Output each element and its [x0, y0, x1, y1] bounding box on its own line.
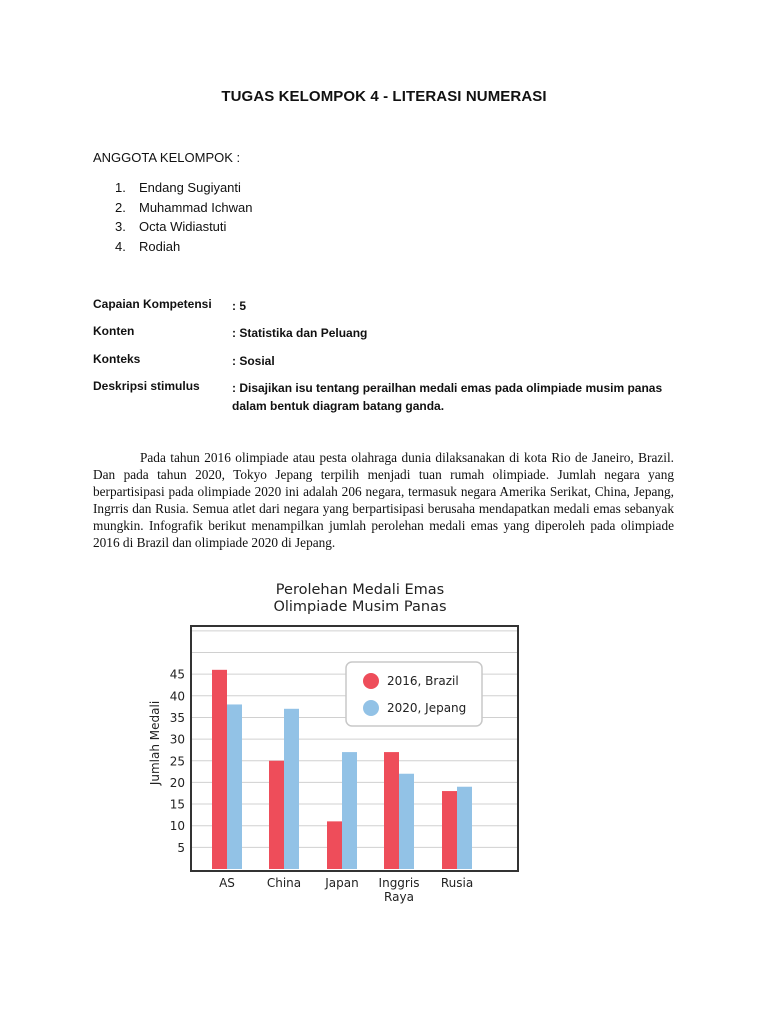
info-key: Capaian Kompetensi	[93, 297, 212, 311]
y-tick-label: 30	[169, 732, 185, 747]
y-tick-label: 5	[177, 840, 185, 855]
y-tick-label: 10	[169, 819, 185, 834]
bar-2020-rusia	[457, 787, 472, 869]
info-value: : Sosial	[232, 354, 275, 368]
bar-2016-inggris-raya	[384, 752, 399, 869]
info-key: Konten	[93, 324, 135, 338]
bar-chart	[135, 574, 535, 914]
chart-title-line1: Perolehan Medali Emas	[275, 582, 445, 598]
list-number: 3.	[115, 219, 126, 234]
list-item	[115, 198, 252, 218]
member-name: Endang Sugiyanti	[139, 180, 241, 195]
bar-2020-as	[227, 704, 242, 869]
member-name: Octa Widiastuti	[139, 219, 227, 234]
stimulus-paragraph: Pada tahun 2016 olimpiade atau pesta olahraga dunia dilaksanakan di kota Rio de Janeiro, Brazil. Dan pada tahun 2020, Tokyo Jepang terpilih menjadi tuan rumah olimpiade. Jumlah negara yang berpartisipasi pada olimpiade 2020 ini adalah 206 negara, termasuk negara Amerika Serikat, China, Jepang, Ingrris dan Rusia. Semua atlet dari negara yang berpartisipasi berusaha mendapatkan medali emas sebanyak mungkin. Infografik berikut menampilkan jumlah perolehan medali emas yang diperoleh pada olimpiade 2016 di Brazil dan olimpiade 2020 di Jepang.	[93, 450, 674, 550]
y-tick-label: 15	[169, 797, 185, 812]
y-tick-label: 40	[169, 689, 185, 704]
x-tick-label: Raya	[384, 890, 414, 904]
chart-title-line2: Olimpiade Musim Panas	[273, 599, 447, 615]
info-value: : 5	[232, 299, 247, 313]
members-label: ANGGOTA KELOMPOK :	[93, 150, 241, 165]
list-item	[115, 237, 252, 257]
y-tick-label: 45	[169, 667, 185, 682]
page-title: TUGAS KELOMPOK 4 - LITERASI NUMERASI	[221, 88, 547, 105]
bar-2020-inggris-raya	[399, 774, 414, 869]
y-axis-label: Jumlah Medali	[148, 700, 162, 786]
x-tick-label: Inggris	[378, 876, 420, 890]
list-item	[115, 217, 252, 237]
list-number: 2.	[115, 199, 126, 215]
y-tick-label: 20	[169, 775, 185, 790]
info-value: : Disajikan isu tentang perailhan medali emas pada olimpiade musim panas dalam bentuk diagram batang ganda.	[232, 381, 663, 413]
bar-2016-rusia	[442, 791, 457, 869]
chart-legend	[346, 662, 482, 726]
y-tick-label: 35	[169, 710, 185, 725]
y-tick-label: 25	[169, 754, 185, 769]
member-name: Rodiah	[139, 238, 181, 254]
legend-swatch-2016	[363, 673, 379, 689]
info-key: Konteks	[93, 352, 141, 366]
legend-label-2020: 2020, Jepang	[387, 701, 467, 715]
x-tick-label: AS	[219, 876, 235, 890]
list-number: 4.	[115, 238, 126, 254]
member-name: Muhammad Ichwan	[139, 199, 253, 215]
bar-2020-china	[284, 709, 299, 869]
info-value: : Statistika dan Peluang	[232, 326, 368, 340]
bar-2016-japan	[327, 821, 342, 869]
info-key: Deskripsi stimulus	[93, 379, 200, 393]
legend-label-2016: 2016, Brazil	[387, 674, 459, 688]
bar-2020-japan	[342, 752, 357, 869]
list-number: 1.	[115, 180, 126, 195]
x-tick-label: China	[266, 876, 302, 890]
chart-svg	[135, 574, 535, 914]
legend-box	[346, 662, 482, 726]
members-list	[115, 178, 252, 256]
x-tick-label: Japan	[325, 876, 359, 890]
list-item	[115, 178, 252, 198]
bar-2016-as	[212, 670, 227, 869]
x-tick-label: Rusia	[440, 876, 474, 890]
bar-2016-china	[269, 761, 284, 869]
legend-swatch-2020	[363, 700, 379, 716]
